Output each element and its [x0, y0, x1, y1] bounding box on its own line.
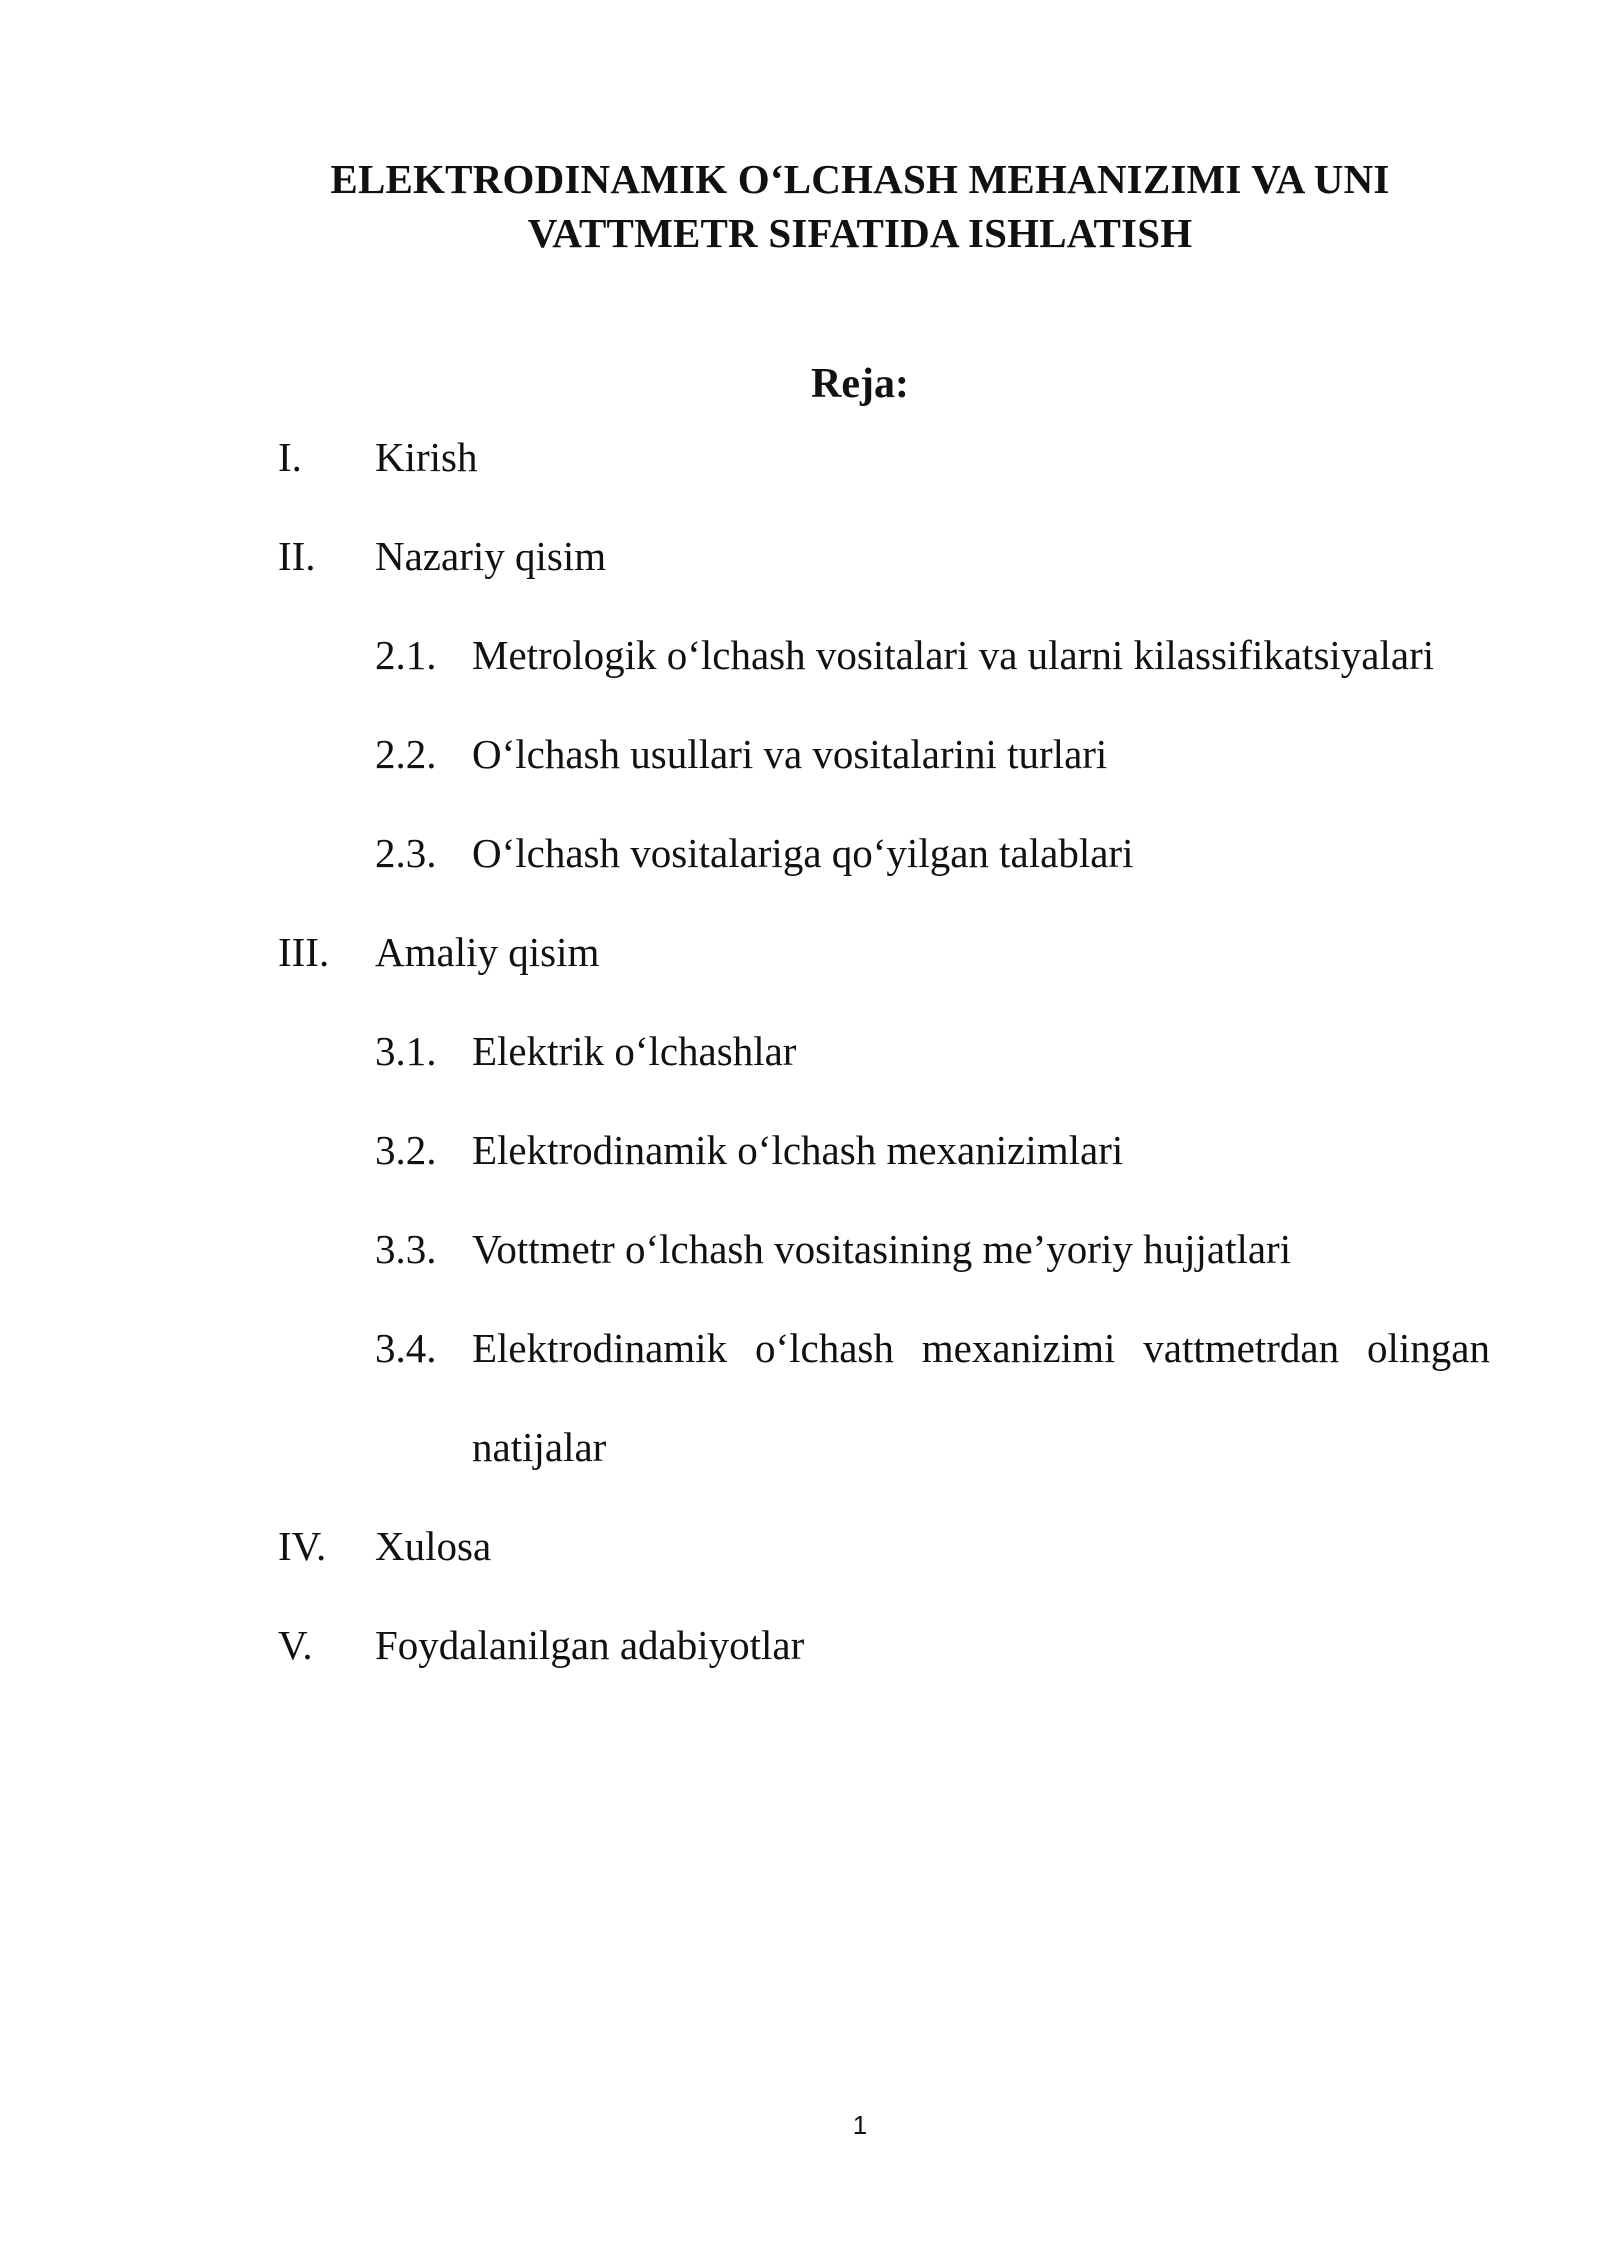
toc-number: 3.4.: [375, 1325, 437, 1371]
toc-text: O‘lchash usullari va vositalarini turlari: [472, 731, 1108, 777]
toc-text: Elektrik o‘lchashlar: [472, 1028, 797, 1074]
toc-text: Nazariy qisim: [375, 533, 607, 579]
toc-number: V.: [278, 1622, 313, 1668]
toc-text-continuation: natijalar: [472, 1424, 607, 1470]
toc-number: 3.1.: [375, 1028, 437, 1074]
toc-text: Metrologik o‘lchash vositalari va ularni kilassifikatsiyalari: [472, 632, 1435, 678]
title-line-2: VATTMETR SIFATIDA ISHLATISH: [527, 210, 1193, 256]
page-number: 1: [852, 2110, 868, 2140]
toc-text: O‘lchash vositalariga qo‘yilgan talablari: [472, 830, 1134, 876]
plan-heading: Reja:: [811, 361, 909, 407]
toc-number: 2.3.: [375, 830, 437, 876]
toc-text: Elektrodinamik o‘lchash mexanizimlari: [472, 1127, 1124, 1173]
toc-number: II.: [278, 533, 316, 579]
title-line-1: ELEKTRODINAMIK O‘LCHASH MEHANIZIMI VA UNI: [330, 156, 1390, 202]
toc-text: Vottmetr o‘lchash vositasining me’yoriy hujjatlari: [472, 1226, 1292, 1272]
toc-number: 2.1.: [375, 632, 437, 678]
toc-text: Kirish: [375, 434, 478, 480]
toc-text: Amaliy qisim: [375, 929, 600, 975]
toc-text: Elektrodinamik o‘lchash mexanizimi vattmetrdan olingan: [472, 1325, 1490, 1371]
toc-number: 3.3.: [375, 1226, 437, 1272]
toc-number: 2.2.: [375, 731, 437, 777]
toc-text: Foydalanilgan adabiyotlar: [375, 1622, 805, 1668]
toc-text: Xulosa: [375, 1523, 492, 1569]
toc-number: III.: [278, 929, 330, 975]
toc-number: 3.2.: [375, 1127, 437, 1173]
toc-number: I.: [278, 434, 302, 480]
toc-number: IV.: [278, 1523, 327, 1569]
document-title: [0, 152, 1600, 260]
